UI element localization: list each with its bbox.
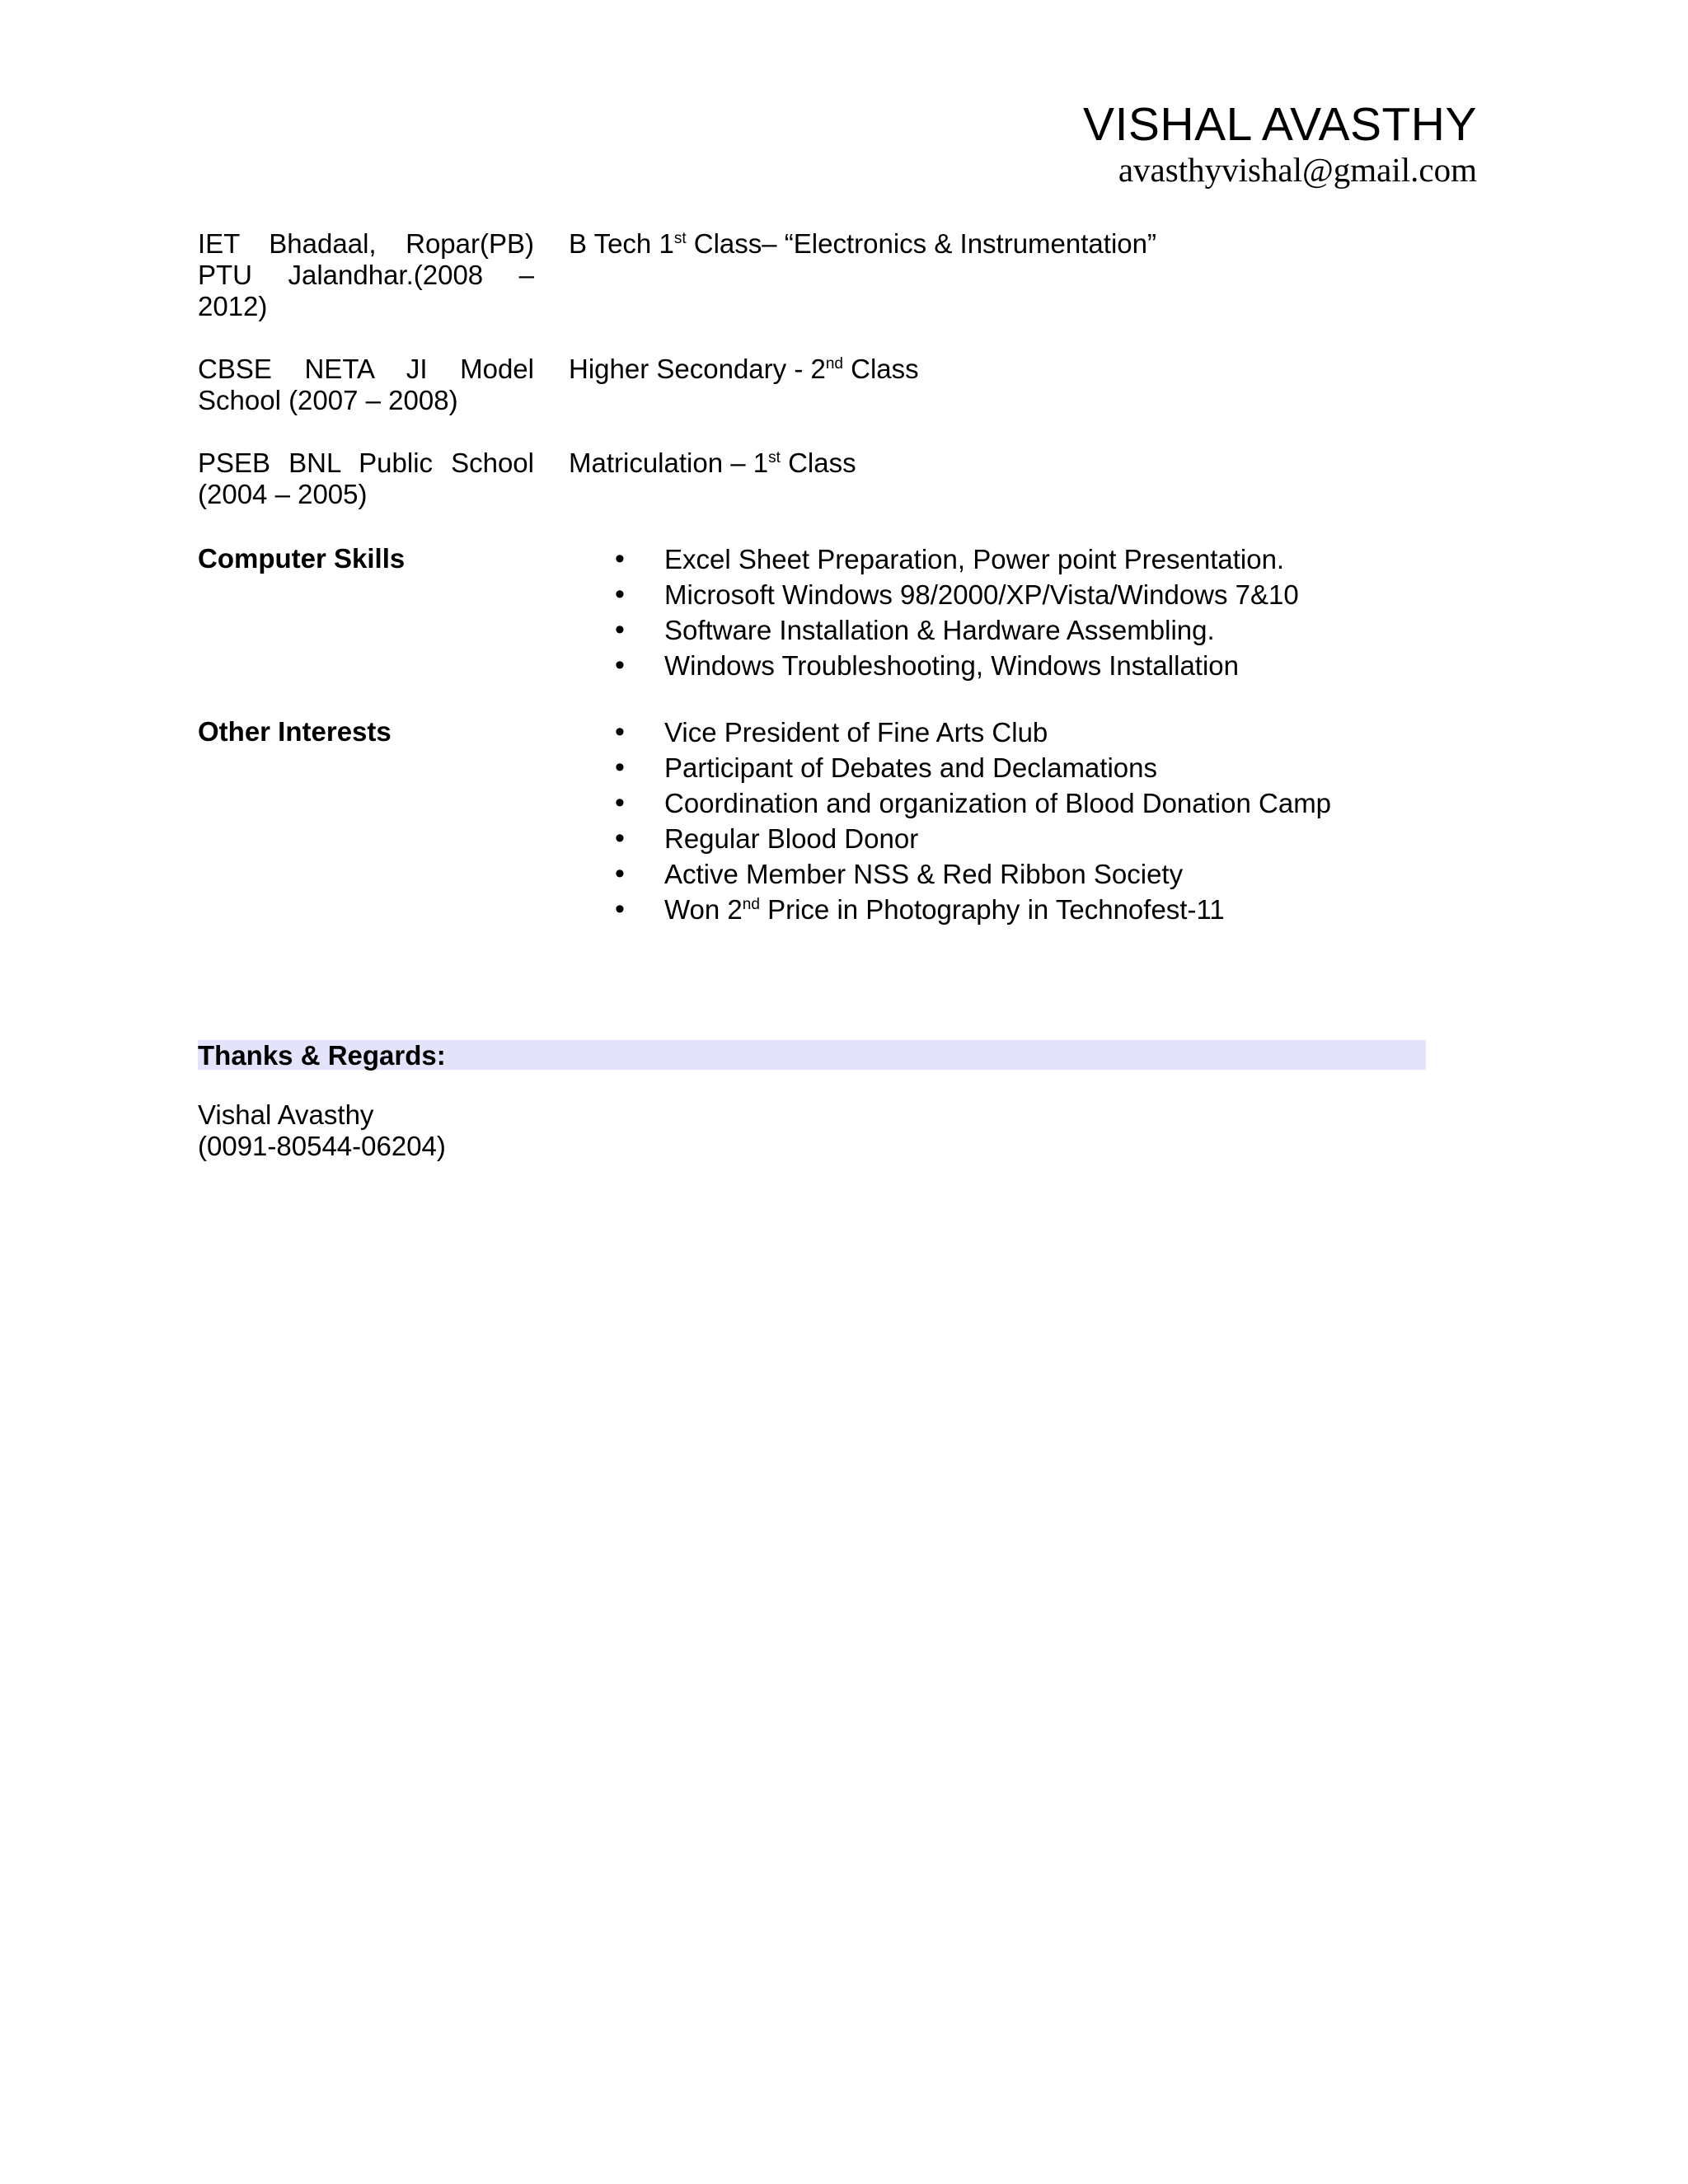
list-item-text: Won 2	[664, 894, 743, 925]
education-institution: PSEB BNL Public School (2004 – 2005)	[198, 448, 534, 509]
list-item	[615, 715, 1331, 750]
list-item-text: Windows Troubleshooting, Windows Installation	[664, 650, 1240, 681]
list-item	[615, 648, 1299, 683]
education-institution: CBSE NETA JI Model School (2007 – 2008)	[198, 354, 534, 415]
education-institution: IET Bhadaal, Ropar(PB) PTU Jalandhar.(2008 – 2012)	[198, 228, 534, 321]
qualification-text: B Tech 1	[569, 228, 674, 259]
list-item	[615, 612, 1299, 648]
computer-skills-heading: Computer Skills	[198, 543, 406, 574]
qualification-text: Matriculation – 1	[569, 448, 769, 478]
qualification-text: Higher Secondary - 2	[569, 354, 826, 384]
other-interests-heading: Other Interests	[198, 716, 392, 747]
list-item-text: Coordination and organization of Blood Donation Camp	[664, 788, 1332, 818]
qualification-superscript: st	[768, 449, 781, 466]
list-item	[615, 750, 1331, 785]
list-item-text: Active Member NSS & Red Ribbon Society	[664, 859, 1184, 889]
signature-name: Vishal Avasthy	[198, 1099, 374, 1130]
list-item	[615, 577, 1299, 612]
list-item	[615, 541, 1299, 577]
bullet-icon: •	[615, 649, 625, 681]
list-item	[615, 785, 1331, 821]
list-item-text: Excel Sheet Preparation, Power point Presentation.	[664, 544, 1285, 574]
bullet-icon: •	[615, 614, 625, 645]
qualification-superscript: nd	[825, 355, 843, 373]
signature-phone: (0091-80544-06204)	[198, 1131, 446, 1161]
bullet-icon: •	[615, 858, 625, 889]
bullet-icon: •	[615, 823, 625, 854]
bullet-icon: •	[615, 787, 625, 818]
education-qualification	[569, 354, 919, 385]
candidate-email: avasthyvishal@gmail.com	[1118, 151, 1477, 189]
qualification-superscript: st	[673, 230, 687, 247]
education-qualification	[569, 228, 1156, 260]
computer-skills-list	[615, 541, 1299, 683]
list-item	[615, 856, 1331, 892]
list-item-text: Vice President of Fine Arts Club	[664, 717, 1048, 748]
list-item	[615, 892, 1331, 927]
bullet-icon: •	[615, 752, 625, 783]
qualification-text: Class– “Electronics & Instrumentation”	[686, 228, 1156, 259]
list-item-text: Microsoft Windows 98/2000/XP/Vista/Windows 7&10	[664, 579, 1299, 610]
bullet-icon: •	[615, 543, 625, 574]
list-item-text: Participant of Debates and Declamations	[664, 752, 1157, 783]
thanks-regards-heading: Thanks & Regards:	[198, 1040, 446, 1071]
list-item	[615, 821, 1331, 856]
bullet-icon: •	[615, 893, 625, 925]
list-item-text: Price in Photography in Technofest-11	[759, 894, 1225, 925]
bullet-icon: •	[615, 716, 625, 748]
candidate-name: VISHAL AVASTHY	[1083, 98, 1477, 151]
bullet-icon: •	[615, 579, 625, 610]
list-item-text: Software Installation & Hardware Assembling.	[664, 615, 1215, 645]
qualification-text: Class	[842, 354, 919, 384]
list-item-superscript: nd	[742, 896, 760, 913]
education-qualification	[569, 448, 856, 479]
list-item-text: Regular Blood Donor	[664, 823, 919, 854]
qualification-text: Class	[780, 448, 856, 478]
other-interests-list	[615, 715, 1331, 927]
